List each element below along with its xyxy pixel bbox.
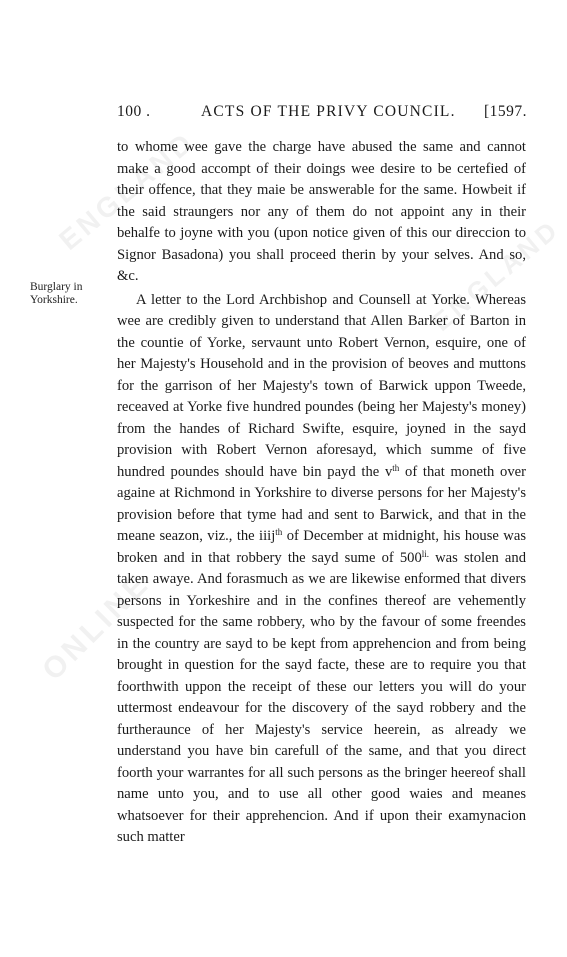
superscript: th	[275, 527, 283, 537]
superscript: th	[392, 462, 400, 473]
superscript: li.	[421, 548, 430, 559]
running-title: ACTS OF THE PRIVY COUNCIL.	[201, 103, 456, 120]
paragraph-text: was stolen and taken awaye. And forasmuch as we are likewise enformed that divers persons in Yorkeshire and in the confines thereof are vehemently suspected for the same robbery, who by the favour of some freendes in the country are sayd to be kept from apprehencion and from being brought in question for the sayd facte, these are to require you that foorthwith uppon the receipt of these our letters you will do your uttermost endeavour for the discovery of the sayd robbery and the furtheraunce of her Majesty's service heerein, as already we understand you have bin carefull of the same, and that you direct foorth your warrantes for all such persons as the bringer heereof shall name unto you, and to use all other good waies and meanes whatsoever for their apprehencion. And if upon their examynacion such matter	[117, 549, 527, 845]
paragraph-continued: to whome wee gave the charge have abused the same and cannot make a good accompt of their doings wee desire to be certefied of their offence, that they maie be answerable for the same. Howbeit if the said straungers nor any of them do not appoint any in their behalfe to joyne with you (upon notice given of this our direccion to Signor Basadona) you shall proceed therin by your selves. And so, &c.	[117, 139, 526, 284]
page-number: 100 .	[117, 103, 151, 120]
watermark-text: ONLINE	[36, 566, 157, 687]
margin-note-line: Yorkshire.	[30, 294, 78, 306]
paragraph-text: of December at midnight, his house was broken and in that robbery the sayd sume of 500	[117, 528, 526, 566]
margin-note-line: Burglary in	[30, 281, 83, 293]
paragraph-text: A letter to the Lord Archbishop and Counsell at Yorke. Whereas wee are credibly given to understand that Allen Barker of Barton in the countie of Yorke, servaunt unto Robert Vernon, esquire, one of her Majesty's Household and in the provision of beoves and muttons for the garrison of her Majesty's town of Barwick uppon Tweede, receaved at Yorke five hundred poundes (being her Majesty's money) from the handes of Richard Swifte, esquire, joyned in the sayd provision with Robert Vernon aforesayd, which summe of five hundred poundes should have bin payd the v	[117, 291, 526, 480]
paragraph-text: of that moneth over againe at Richmond in Yorkshire to diverse persons for her Majesty's provision before that tyme had and sent to Barwick, and that in the meane seazon, viz., the iiij	[117, 463, 526, 544]
margin-note	[30, 281, 108, 307]
body-text	[117, 137, 526, 849]
watermark-text: ENGLAND	[53, 125, 201, 256]
paragraph-letter	[117, 290, 526, 849]
watermark-text: ENGLAND	[426, 213, 566, 337]
running-header	[117, 103, 527, 125]
header-year: [1597.	[483, 103, 527, 120]
